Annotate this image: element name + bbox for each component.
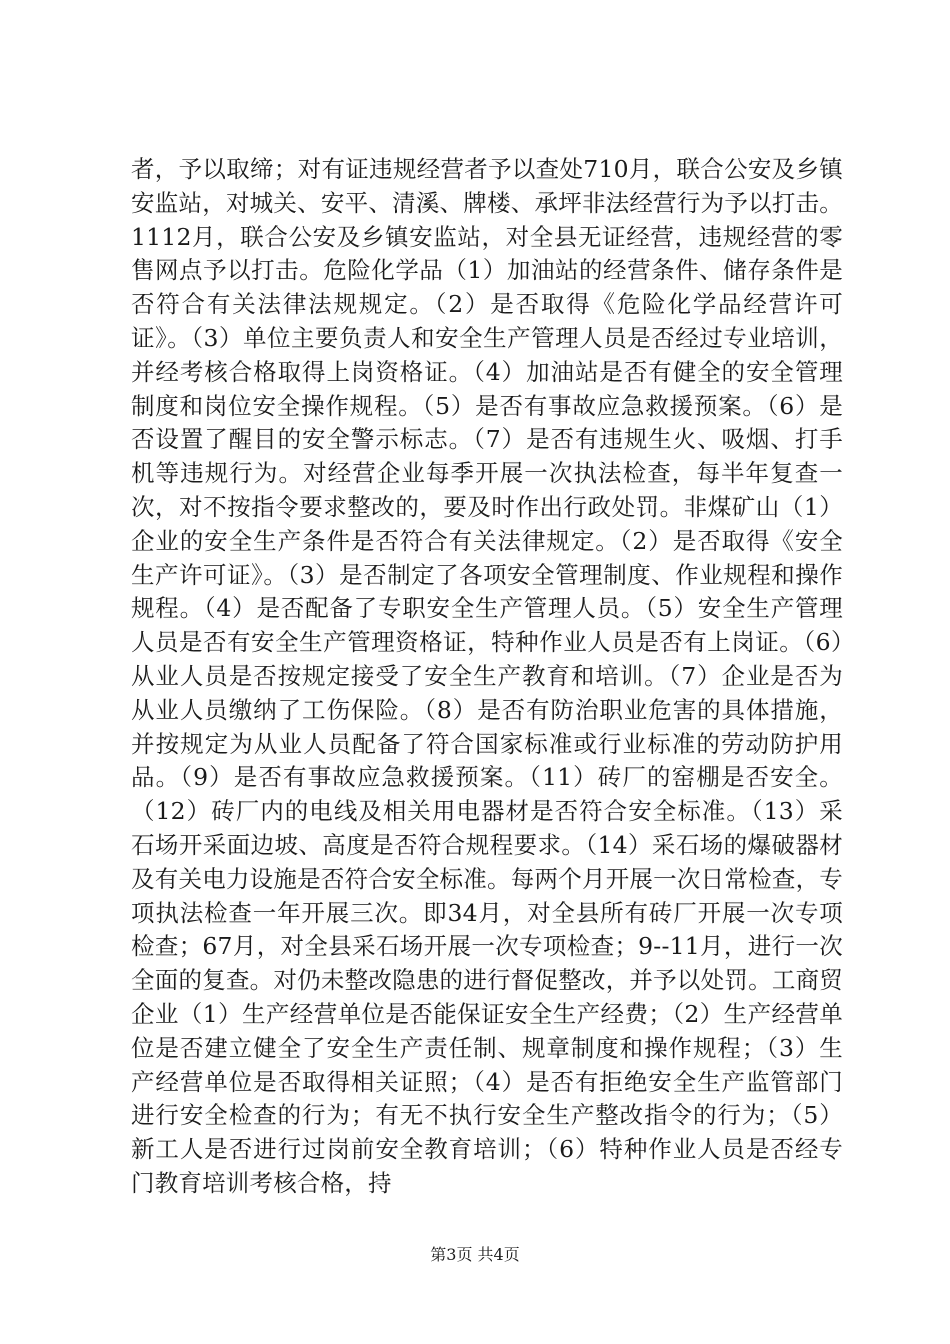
page-footer: 第3页 共4页: [430, 1245, 520, 1264]
body-paragraph: 者，予以取缔；对有证违规经营者予以查处710月，联合公安及乡镇安监站，对城关、安平、清溪、牌楼、承坪非法经营行为予以打击。1112月，联合公安及乡镇安监站，对全县无证经营，违规经营的零售网点予以打击。危险化学品（1）加油站的经营条件、储存条件是否符合有关法律法规规定。（2）是否取得《危险化学品经营许可证》。（3）单位主要负责人和安全生产管理人员是否经过专业培训，并经考核合格取得上岗资格证。（4）加油站是否有健全的安全管理制度和岗位安全操作规程。（5）是否有事故应急救援预案。（6）是否设置了醒目的安全警示标志。（7）是否有违规生火、吸烟、打手机等违规行为。对经营企业每季开展一次执法检查，每半年复查一次，对不按指令要求整改的，要及时作出行政处罚。非煤矿山（1）企业的安全生产条件是否符合有关法律规定。（2）是否取得《安全生产许可证》。（3）是否制定了各项安全管理制度、作业规程和操作规程。（4）是否配备了专职安全生产管理人员。（5）安全生产管理人员是否有安全生产管理资格证，特种作业人员是否有上岗证。（6）从业人员是否按规定接受了安全生产教育和培训。（7）企业是否为从业人员缴纳了工伤保险。（8）是否有防治职业危害的具体措施，并按规定为从业人员配备了符合国家标准或行业标准的劳动防护用品。（9）是否有事故应急救援预案。（11）砖厂的窑棚是否安全。（12）砖厂内的电线及相关用电器材是否符合安全标准。（13）采石场开采面边坡、高度是否符合规程要求。（14）采石场的爆破器材及有关电力设施是否符合安全标准。每两个月开展一次日常检查，专项执法检查一年开展三次。即34月，对全县所有砖厂开展一次专项检查；67月，对全县采石场开展一次专项检查；9--11月，进行一次全面的复查。对仍未整改隐患的进行督促整改，并予以处罚。工商贸企业（1）生产经营单位是否能保证安全生产经费；（2）生产经营单位是否建立健全了安全生产责任制、规章制度和操作规程；（3）生产经营单位是否取得相关证照；（4）是否有拒绝安全生产监管部门进行安全检查的行为；有无不执行安全生产整改指令的行为；（5）新工人是否进行过岗前安全教育培训；（6）特种作业人员是否经专门教育培训考核合格，持: [131, 155, 843, 1197]
